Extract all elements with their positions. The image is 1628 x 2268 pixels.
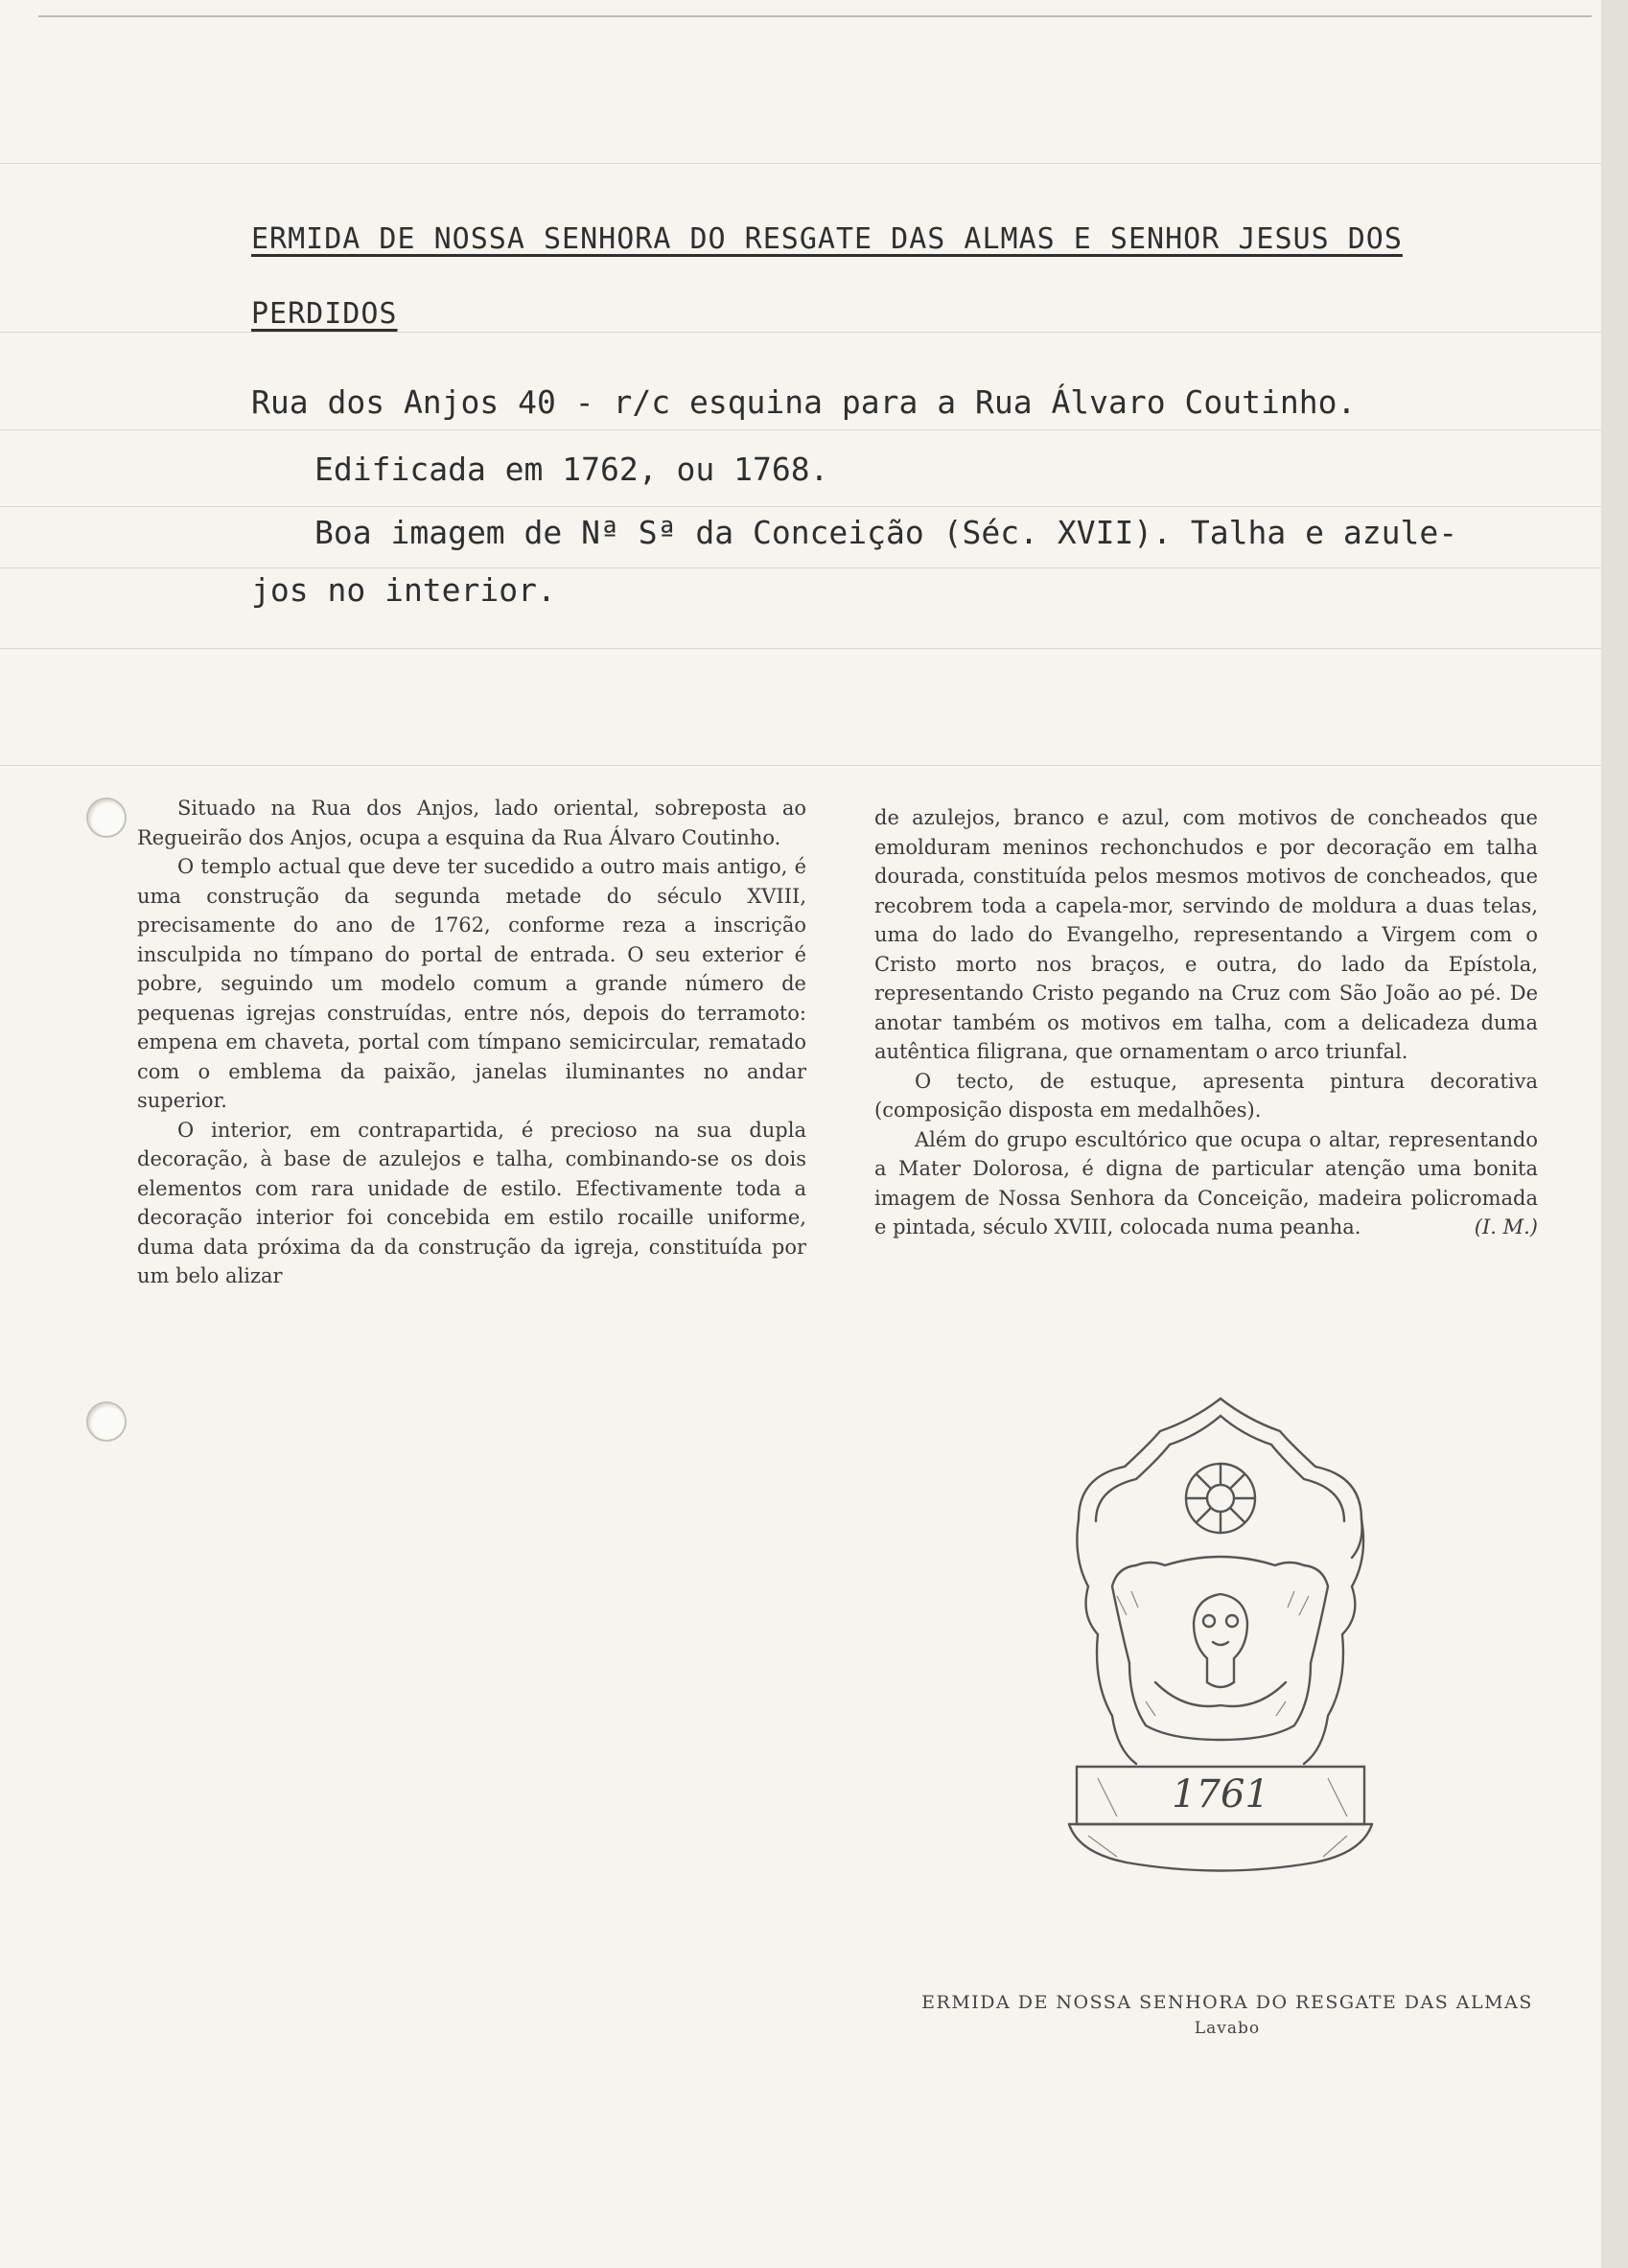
- figure-subcaption: Lavabo: [1194, 2019, 1261, 2038]
- ruled-line: [0, 567, 1601, 568]
- heading-title-line1: ERMIDA DE NOSSA SENHORA DO RESGATE DAS ALMAS E SENHOR JESUS DOS: [251, 222, 1403, 256]
- construction-date-line: Edificada em 1762, ou 1768.: [314, 451, 829, 488]
- date-inscription: 1761: [1172, 1772, 1269, 1817]
- scan-edge: [1601, 0, 1628, 2268]
- article-column-left: [137, 794, 806, 1291]
- ruled-line: [0, 765, 1601, 766]
- figure-caption: ERMIDA DE NOSSA SENHORA DO RESGATE DAS ALMAS: [921, 1992, 1533, 2013]
- ruled-line: [0, 506, 1601, 507]
- image-note-line1: Boa imagem de Nª Sª da Conceição (Séc. XVII). Talha e azule-: [314, 514, 1458, 551]
- heading-title-line2: PERDIDOS: [251, 297, 398, 331]
- ruled-line: [0, 163, 1601, 164]
- article-paragraph: O interior, em contrapartida, é precioso na sua dupla decoração, à base de azulejos e talha, combinando-se os dois elementos com rara unidade de estilo. Efectivamente toda a decoração interior foi concebida em estilo rocaille uniforme, duma data próxima da da construção da igreja, constituída por um belo alizar: [137, 1118, 806, 1287]
- ruled-line: [0, 429, 1601, 430]
- author-initials: (I. M.): [1474, 1215, 1538, 1238]
- image-note-line2: jos no interior.: [251, 571, 556, 609]
- article-column-right: [874, 803, 1538, 1242]
- lavabo-drawing: [1059, 1395, 1381, 1879]
- article-paragraph: [874, 1125, 1538, 1242]
- article-paragraph-continued: de azulejos, branco e azul, com motivos de concheados que emolduram meninos rechonchudos e por decoração em talha dourada, constituída pelos mesmos motivos de concheados, que recobrem toda a capela-mor, servindo de moldura a duas telas, uma do lado do Evangelho, representando a Virgem com o Cristo morto nos braços, e outra, do lado da Epístola, representando Cristo pegando na Cruz com São João ao pé. De anotar também os motivos em talha, com a delicadeza duma autêntica filigrana, que ornamentam o arco triunfal.: [874, 806, 1538, 1063]
- page-top-edge: [38, 15, 1592, 17]
- ruled-line: [0, 648, 1601, 649]
- article-paragraph-text: Além do grupo escultórico que ocupa o altar, representando a Mater Dolorosa, é digna de particular atenção uma bonita imagem de Nossa Senhora da Conceição, madeira policromada e pintada, século XVIII, colocada numa peanha.: [874, 1127, 1538, 1238]
- address-line: Rua dos Anjos 40 - r/c esquina para a Rua Álvaro Coutinho.: [251, 383, 1357, 421]
- article-paragraph: O templo actual que deve ter sucedido a outro mais antigo, é uma construção da segunda metade do século XVIII, precisamente do ano de 1762, conforme reza a inscrição insculpida no tímpano do portal de entrada. O seu exterior é pobre, seguindo um modelo comum a grande número de pequenas igrejas construídas, entre nós, depois do terramoto: empena em chaveta, portal com tímpano semicircular, rematado com o emblema da paixão, janelas iluminantes no andar superior.: [137, 855, 806, 1112]
- ruled-line: [0, 332, 1601, 333]
- article-paragraph: O tecto, de estuque, apresenta pintura decorativa (composição disposta em medalhões).: [874, 1069, 1538, 1122]
- article-paragraph: Situado na Rua dos Anjos, lado oriental, sobreposta ao Regueirão dos Anjos, ocupa a esquina da Rua Álvaro Coutinho.: [137, 797, 806, 849]
- punch-hole: [86, 1401, 127, 1442]
- punch-hole: [86, 798, 127, 838]
